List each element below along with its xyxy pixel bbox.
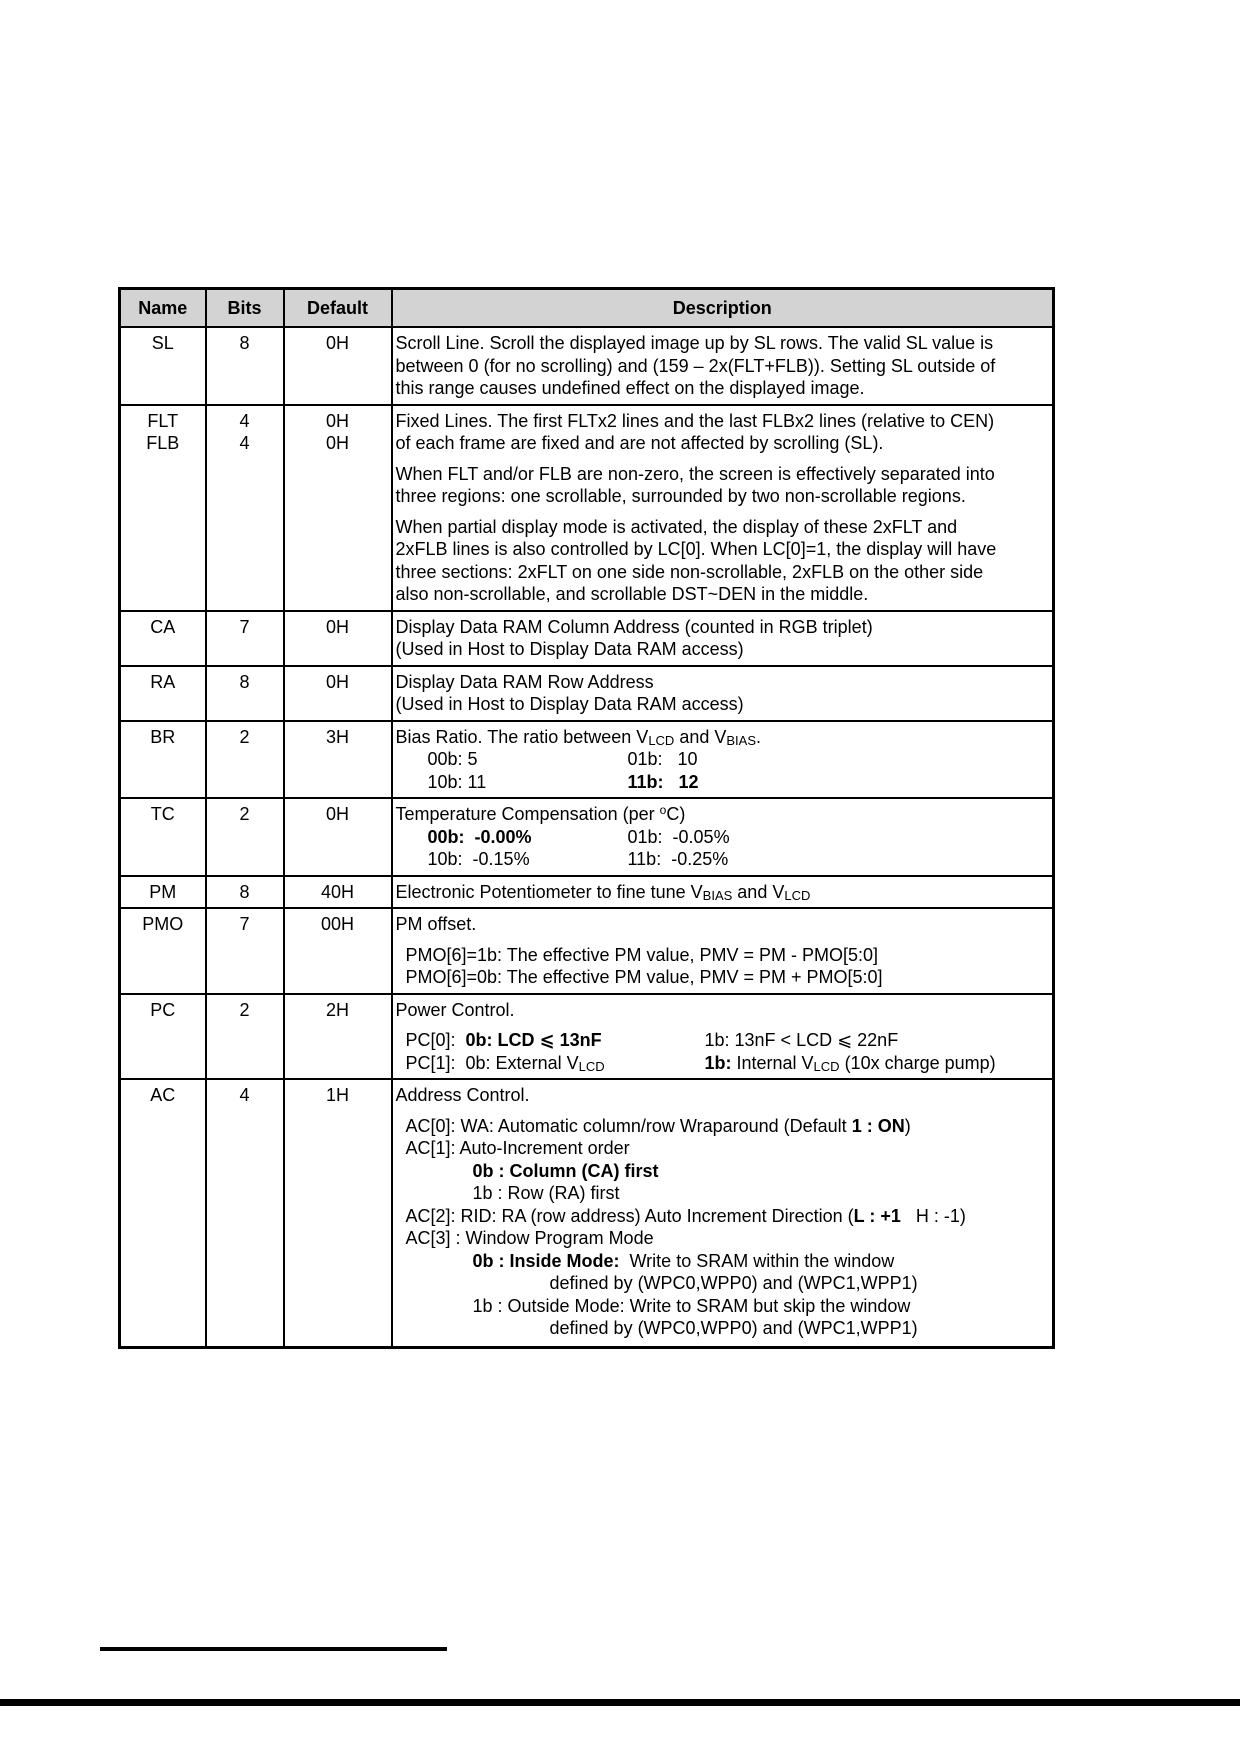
cell-bits: 7 — [206, 611, 284, 666]
desc-line: AC[3] : Window Program Mode — [405, 1228, 654, 1248]
footnote-divider — [100, 1647, 447, 1651]
cell-description — [392, 666, 1054, 721]
default-flt: 0H — [325, 410, 349, 431]
option-row — [396, 848, 1049, 871]
desc-line: defined by (WPC0,WPP0) and (WPC1,WPP1) — [549, 1273, 918, 1293]
header-bits: Bits — [206, 289, 284, 328]
text: and V — [674, 726, 727, 747]
subscript: BIAS — [726, 732, 756, 748]
option-row — [396, 771, 1049, 794]
desc-title: Address Control. — [395, 1085, 530, 1105]
desc-line — [396, 726, 1049, 749]
cell-bits: 7 — [206, 908, 284, 994]
label: PC[1]: — [405, 1052, 466, 1073]
cell-default: 0H — [284, 611, 392, 666]
desc-line: (Used in Host to Display Data RAM access) — [395, 694, 744, 714]
cell-name: PC — [120, 994, 206, 1080]
cell-bits — [206, 405, 284, 611]
subscript: BIAS — [702, 887, 733, 903]
subscript: LCD — [784, 887, 811, 903]
name-flt: FLT — [147, 410, 179, 431]
desc-line — [396, 1250, 1049, 1273]
text: AC[2]: — [405, 1205, 461, 1226]
text: ) — [904, 1115, 911, 1136]
cell-name: TC — [120, 798, 206, 876]
option — [406, 1029, 705, 1052]
option — [406, 1052, 705, 1075]
text: RID — [460, 1205, 492, 1226]
subscript: LCD — [648, 732, 675, 748]
option-row — [396, 1052, 1049, 1075]
table-row-ra — [120, 666, 1054, 721]
register-table — [118, 287, 1055, 1349]
table-row-ca — [120, 611, 1054, 666]
desc-line — [396, 881, 1049, 904]
cell-default: 0H — [284, 798, 392, 876]
option: 01b: 10 — [627, 749, 698, 769]
cell-default: 40H — [284, 876, 392, 909]
desc-line: 2xFLB lines is also controlled by LC[0]. When LC[0]=1, the display will have — [395, 539, 997, 559]
option: 1b: 13nF < LCD ⩽ 22nF — [704, 1030, 899, 1050]
cell-description — [392, 798, 1054, 876]
table-row-pm — [120, 876, 1054, 909]
text: and V — [732, 881, 785, 902]
text-bold: 0b : Inside Mode: — [472, 1250, 620, 1271]
desc-line: When FLT and/or FLB are non-zero, the screen is effectively separated into — [395, 463, 995, 484]
option-default: 00b: -0.00% — [427, 826, 532, 847]
option: 11b: -0.25% — [627, 849, 729, 869]
option: 10b: -0.15% — [427, 849, 530, 869]
desc-line — [396, 1115, 1049, 1138]
desc-line: Display Data RAM Row Address — [395, 671, 654, 692]
desc-line: PMO[6]=0b: The effective PM value, PMV = PM + PMO[5:0] — [405, 967, 883, 987]
cell-default: 0H — [284, 327, 392, 405]
cell-default: 1H — [284, 1079, 392, 1347]
text: AC[0]: WA: Automatic column/row Wraparound (Default — [405, 1115, 852, 1136]
desc-line: this range causes undefined effect on the displayed image. — [395, 378, 865, 398]
text: Electronic Potentiometer to fine tune V — [395, 881, 703, 902]
desc-line: Fixed Lines. The first FLTx2 lines and the last FLBx2 lines (relative to CEN) — [395, 410, 995, 431]
desc-line: of each frame are fixed and are not affected by scrolling (SL). — [395, 433, 884, 453]
cell-description — [392, 611, 1054, 666]
desc-line: three sections: 2xFLT on one side non-scrollable, 2xFLB on the other side — [395, 561, 984, 582]
text: Bias Ratio. The ratio between V — [395, 726, 649, 747]
name-flb: FLB — [146, 433, 180, 453]
desc-line: (Used in Host to Display Data RAM access) — [395, 639, 744, 659]
bits-flt: 4 — [239, 410, 250, 431]
cell-bits: 2 — [206, 798, 284, 876]
cell-default: 2H — [284, 994, 392, 1080]
desc-line: 0b : Column (CA) first — [472, 1160, 659, 1181]
desc-line: AC[1]: Auto-Increment order — [405, 1138, 630, 1158]
desc-line: Display Data RAM Column Address (counted in RGB triplet) — [395, 616, 873, 637]
cell-description — [392, 908, 1054, 994]
cell-name: CA — [120, 611, 206, 666]
option: 10b: 11 — [427, 771, 487, 792]
default-flb: 0H — [325, 433, 349, 453]
table-row-pc — [120, 994, 1054, 1080]
option-row — [396, 826, 1049, 849]
text: Internal V — [731, 1052, 814, 1073]
table-row-ac — [120, 1079, 1054, 1347]
desc-line: 1b : Outside Mode: Write to SRAM but skip the window — [472, 1295, 911, 1316]
option: 01b: -0.05% — [627, 826, 730, 847]
desc-line: three regions: one scrollable, surrounded by two non-scrollable regions. — [395, 486, 966, 506]
desc-line: also non-scrollable, and scrollable DST~DEN in the middle. — [395, 584, 869, 604]
desc-line — [396, 803, 1049, 826]
text: (10x charge pump) — [839, 1052, 996, 1073]
cell-default: 0H — [284, 666, 392, 721]
cell-description — [392, 327, 1054, 405]
header-row — [120, 289, 1054, 328]
cell-bits: 8 — [206, 666, 284, 721]
subscript: LCD — [578, 1058, 605, 1074]
cell-description — [392, 405, 1054, 611]
text-bold: L : +1 — [853, 1205, 901, 1226]
cell-description — [392, 994, 1054, 1080]
desc-line: PMO[6]=1b: The effective PM value, PMV = PM - PMO[5:0] — [405, 944, 879, 965]
cell-default: 3H — [284, 721, 392, 799]
text: 0b: External V — [465, 1052, 579, 1073]
text: Temperature Compensation (per — [395, 804, 660, 824]
cell-description — [392, 721, 1054, 799]
text: Write to SRAM within the window — [619, 1250, 895, 1271]
cell-description — [392, 876, 1054, 909]
cell-name: AC — [120, 1079, 206, 1347]
header-name: Name — [120, 289, 206, 328]
table-row-flt-flb — [120, 405, 1054, 611]
text: : RA (row address) Auto Increment Direction ( — [491, 1205, 854, 1226]
cell-default: 00H — [284, 908, 392, 994]
header-description: Description — [392, 289, 1054, 328]
cell-bits: 2 — [206, 721, 284, 799]
option-default: 0b: LCD ⩽ 13nF — [465, 1030, 602, 1050]
desc-line — [396, 1205, 1049, 1228]
cell-bits: 4 — [206, 1079, 284, 1347]
cell-description — [392, 1079, 1054, 1347]
cell-bits: 2 — [206, 994, 284, 1080]
cell-name: SL — [120, 327, 206, 405]
text: . — [756, 726, 762, 747]
label: PC[0]: — [405, 1030, 466, 1050]
desc-line: defined by (WPC0,WPP0) and (WPC1,WPP1) — [549, 1318, 918, 1338]
header-default: Default — [284, 289, 392, 328]
option — [705, 1052, 996, 1075]
desc-title: PM offset. — [395, 914, 477, 934]
table-row-br — [120, 721, 1054, 799]
cell-bits: 8 — [206, 876, 284, 909]
desc-title: Power Control. — [395, 999, 515, 1020]
footer-divider — [0, 1699, 1240, 1706]
desc-line: When partial display mode is activated, the display of these 2xFLT and — [395, 516, 958, 537]
cell-name: BR — [120, 721, 206, 799]
cell-default — [284, 405, 392, 611]
option: 00b: 5 — [427, 749, 478, 769]
option-row — [396, 1029, 1049, 1052]
text-bold: 1 : ON — [851, 1115, 905, 1136]
desc-line: Scroll Line. Scroll the displayed image up by SL rows. The valid SL value is — [395, 333, 994, 353]
text: H : -1) — [900, 1205, 966, 1226]
option-row — [396, 748, 1049, 771]
cell-bits: 8 — [206, 327, 284, 405]
table-row-pmo — [120, 908, 1054, 994]
cell-name — [120, 405, 206, 611]
table-row-tc — [120, 798, 1054, 876]
table-row-sl — [120, 327, 1054, 405]
bits-flb: 4 — [239, 433, 250, 453]
option-default: 1b: — [704, 1052, 732, 1073]
option-default: 11b: 12 — [627, 771, 699, 792]
desc-line: 1b : Row (RA) first — [472, 1183, 620, 1203]
text: C) — [666, 804, 686, 824]
subscript: LCD — [813, 1058, 840, 1074]
desc-line: between 0 (for no scrolling) and (159 – 2x(FLT+FLB)). Setting SL outside of — [395, 355, 996, 376]
cell-name: PMO — [120, 908, 206, 994]
cell-name: PM — [120, 876, 206, 909]
degree-mark: o — [659, 803, 667, 817]
cell-name: RA — [120, 666, 206, 721]
